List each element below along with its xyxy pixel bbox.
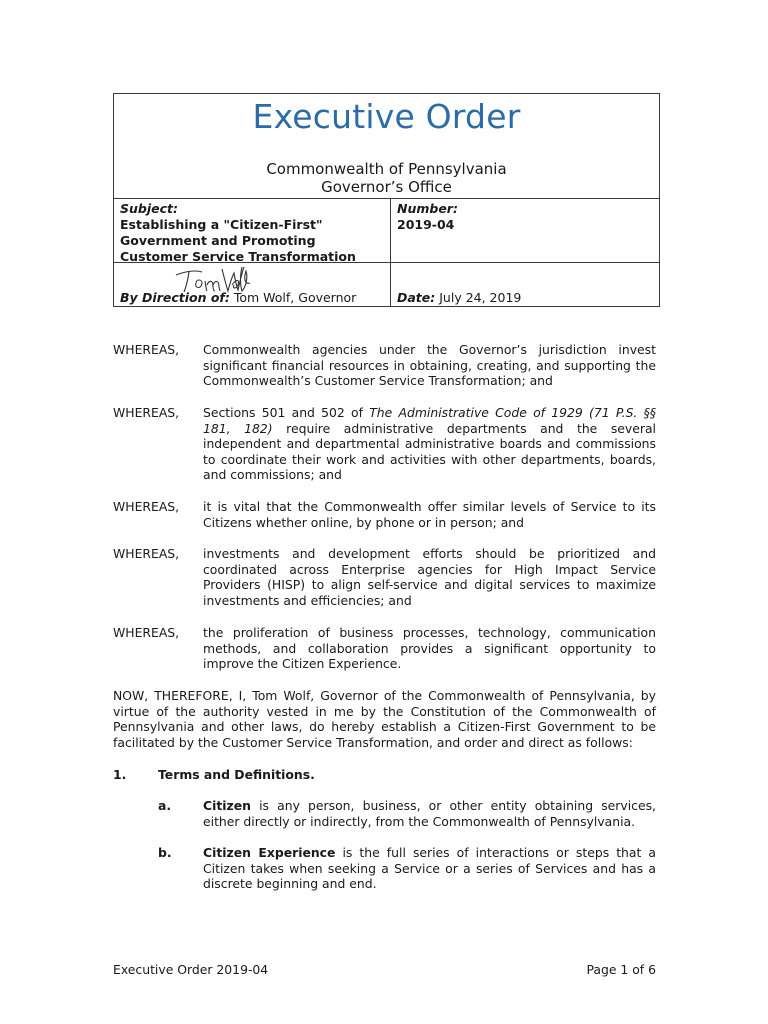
direction-row — [114, 262, 659, 308]
whereas-text-part: require administrative departments and the several independent and departmental administrative boards and commissions to coordinate their work and activities with other departments, boards, and commissions; and — [203, 420, 657, 483]
definition-b-letter: b. — [158, 845, 172, 860]
now-therefore-paragraph: NOW, THEREFORE, I, Tom Wolf, Governor of the Commonwealth of Pennsylvania, by virtue of the authority vested in me by the Constitution of the Commonwealth of Pennsylvania and other laws, do hereby establish a Citizen-First Government to be facilitated by the Customer Service Transformation, and order and direct as follows: — [113, 688, 656, 750]
direction-label: By Direction of: — [120, 290, 230, 305]
whereas-text-part: Commonwealth agencies under the Governor’s jurisdiction invest significant financial resources in obtaining, creating, and supporting the Commonwealth’s Customer Service Transformation; and — [203, 342, 656, 389]
definition-b — [203, 845, 656, 892]
direction-value: Tom Wolf, Governor — [229, 290, 357, 305]
whereas-label: WHEREAS, — [113, 405, 180, 420]
subject-label: Subject: — [120, 201, 178, 216]
issuer-line-2: Governor’s Office — [321, 178, 452, 196]
issuer-block — [114, 160, 659, 196]
number-value: 2019-04 — [397, 217, 455, 232]
whereas-text-part: it is vital that the Commonwealth offer similar levels of Service to its Citizens whether online, by phone or in person; and — [203, 499, 656, 530]
whereas-text-part: investments and development efforts should be prioritized and coordinated across Enterprise agencies for High Impact Service Providers (HISP) to align self-service and digital services to maximize investments and efficiencies; and — [203, 546, 656, 608]
definition-a-text: is any person, business, or other entity obtaining services, either directly or indirectly, from the Commonwealth of Pennsylvania. — [203, 798, 656, 829]
whereas-text-part: the proliferation of business processes, technology, communication methods, and collaboration provides a significant opportunity to improve the Citizen Experience. — [203, 625, 656, 672]
definition-b-text: is the full series of interactions or steps that a Citizen takes when seeking a Service or a series of Services and has a discrete beginning and end. — [203, 845, 656, 892]
direction-cell — [120, 290, 356, 305]
whereas-text — [203, 625, 656, 672]
number-cell — [397, 201, 652, 233]
definition-a — [203, 798, 656, 829]
date-value: July 24, 2019 — [435, 290, 522, 305]
column-divider — [390, 198, 391, 307]
document-title: Executive Order — [252, 97, 521, 136]
citation: The Administrative Code of 1929 (71 P.S. §§ 181, 182) — [203, 405, 656, 436]
issuer-line-1: Commonwealth of Pennsylvania — [266, 160, 507, 178]
header-box — [113, 93, 660, 307]
subject-line-2: Government and Promoting — [120, 233, 316, 248]
whereas-text — [203, 405, 656, 483]
whereas-text — [203, 546, 656, 608]
whereas-label: WHEREAS, — [113, 342, 180, 357]
section-1-number: 1. — [113, 767, 127, 782]
whereas-label: WHEREAS, — [113, 625, 180, 640]
subject-line-3: Customer Service Transformation — [120, 249, 356, 264]
footer-page-number: Page 1 of 6 — [586, 962, 656, 977]
date-cell — [397, 290, 521, 305]
definition-a-term: Citizen — [203, 798, 251, 813]
whereas-text — [203, 499, 656, 530]
whereas-text — [203, 342, 656, 389]
definition-b-term: Citizen Experience — [203, 845, 336, 860]
subject-cell — [120, 201, 385, 265]
whereas-label: WHEREAS, — [113, 546, 180, 561]
definition-a-letter: a. — [158, 798, 172, 813]
number-label: Number: — [397, 201, 458, 216]
whereas-text-part: Sections 501 and 502 of — [203, 405, 370, 420]
subject-line-1: Establishing a "Citizen-First" — [120, 217, 323, 232]
date-label: Date: — [397, 290, 436, 305]
section-1-title: Terms and Definitions. — [158, 767, 315, 782]
footer-document-id: Executive Order 2019-04 — [113, 962, 269, 977]
whereas-label: WHEREAS, — [113, 499, 180, 514]
subject-row — [114, 198, 659, 263]
